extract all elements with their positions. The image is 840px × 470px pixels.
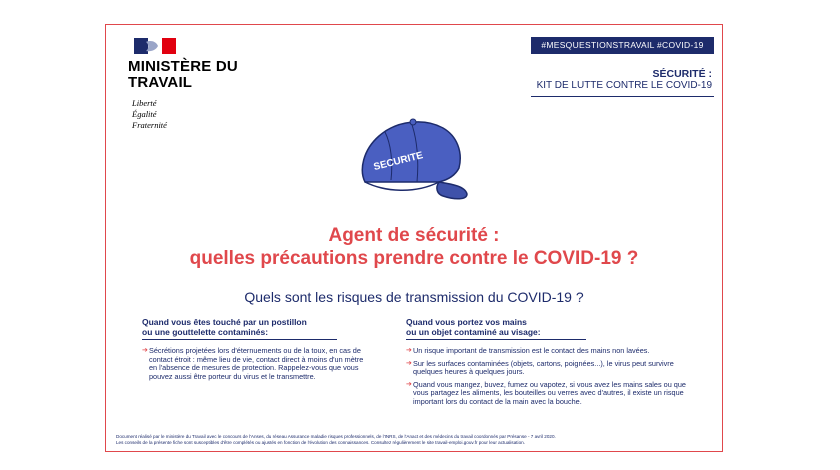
arrow-right-icon: ➔ xyxy=(406,347,412,354)
bullet-text: Sur les surfaces contaminées (objets, cartons, poignées...), le virus peut survivre quelques heures à quelques jours. xyxy=(413,358,674,377)
footer-notes xyxy=(116,434,716,446)
left-column-heading xyxy=(142,317,337,340)
motto-liberte: Liberté xyxy=(132,98,157,108)
list-item xyxy=(406,360,696,377)
section-subtitle: KIT DE LUTTE CONTRE LE COVID-19 xyxy=(536,80,712,91)
main-title-line2: quelles précautions prendre contre le COVID-19 ? xyxy=(189,248,639,269)
republic-motto xyxy=(132,98,222,131)
right-column-heading xyxy=(406,317,586,340)
list-item xyxy=(142,347,367,381)
bullet-text: Sécrétions projetées lors d'éternuements ou de la toux, en cas de contact étroit : même lieu de vie, contact direct à moins d'un mètre en l'absence de mesures de protection. Rappelez-vous que vous pouvez aussi être porteur du virus et le transmettre. xyxy=(149,346,364,381)
bullet-text: Un risque important de transmission est le contact des mains non lavées. xyxy=(413,346,650,355)
left-heading-line2: ou une gouttelette contaminés: xyxy=(142,327,269,337)
right-heading-line1: Quand vous portez vos mains xyxy=(406,317,527,327)
arrow-right-icon: ➔ xyxy=(406,380,412,388)
motto-egalite: Égalité xyxy=(132,109,157,119)
list-item xyxy=(406,347,696,356)
header-divider xyxy=(531,96,714,97)
left-heading-line1: Quand vous êtes touché par un postillon xyxy=(142,317,307,327)
ministry-title: MINISTÈRE DU TRAVAIL xyxy=(128,58,238,91)
motto-fraternite: Fraternité xyxy=(132,120,167,130)
section-label: SÉCURITÉ : xyxy=(652,68,712,80)
left-column xyxy=(142,317,367,385)
footer-line1: Document réalisé par le ministère du Travail avec le concours de l'Anses, du réseau Assurance maladie risques professionnels, de l'INRS, de l'Anact et des médecins du travail coordonnés par Présanse - 7 avril 2020. xyxy=(116,434,556,439)
security-cap-icon xyxy=(355,112,471,204)
right-heading-line2: ou un objet contaminé au visage: xyxy=(406,327,541,337)
hashtags-banner: #MESQUESTIONSTRAVAIL #COVID-19 xyxy=(531,37,714,54)
main-title-line1: Agent de sécurité : xyxy=(328,225,500,246)
bullet-text: Quand vous mangez, buvez, fumez ou vapotez, si vous avez les mains sales ou que vous partagez les aliments, les bouteilles ou verres avec d'autres, il existe un risque important lors du contact de la main avec la bouche. xyxy=(413,379,686,406)
cap-label: SECURITE xyxy=(372,150,425,174)
section-question: Quels sont les risques de transmission du COVID-19 ? xyxy=(244,289,584,305)
marianne-flag-icon xyxy=(134,38,176,54)
arrow-right-icon: ➔ xyxy=(142,347,148,354)
list-item xyxy=(406,381,696,407)
right-column xyxy=(406,317,696,411)
footer-line2: Les conseils de la présente fiche sont susceptibles d'être complétés ou ajustés en fonction de l'évolution des connaissances. Consultez régulièrement le site travail-emploi.gouv.fr pour leur actualisation. xyxy=(116,440,525,445)
arrow-right-icon: ➔ xyxy=(406,359,412,367)
